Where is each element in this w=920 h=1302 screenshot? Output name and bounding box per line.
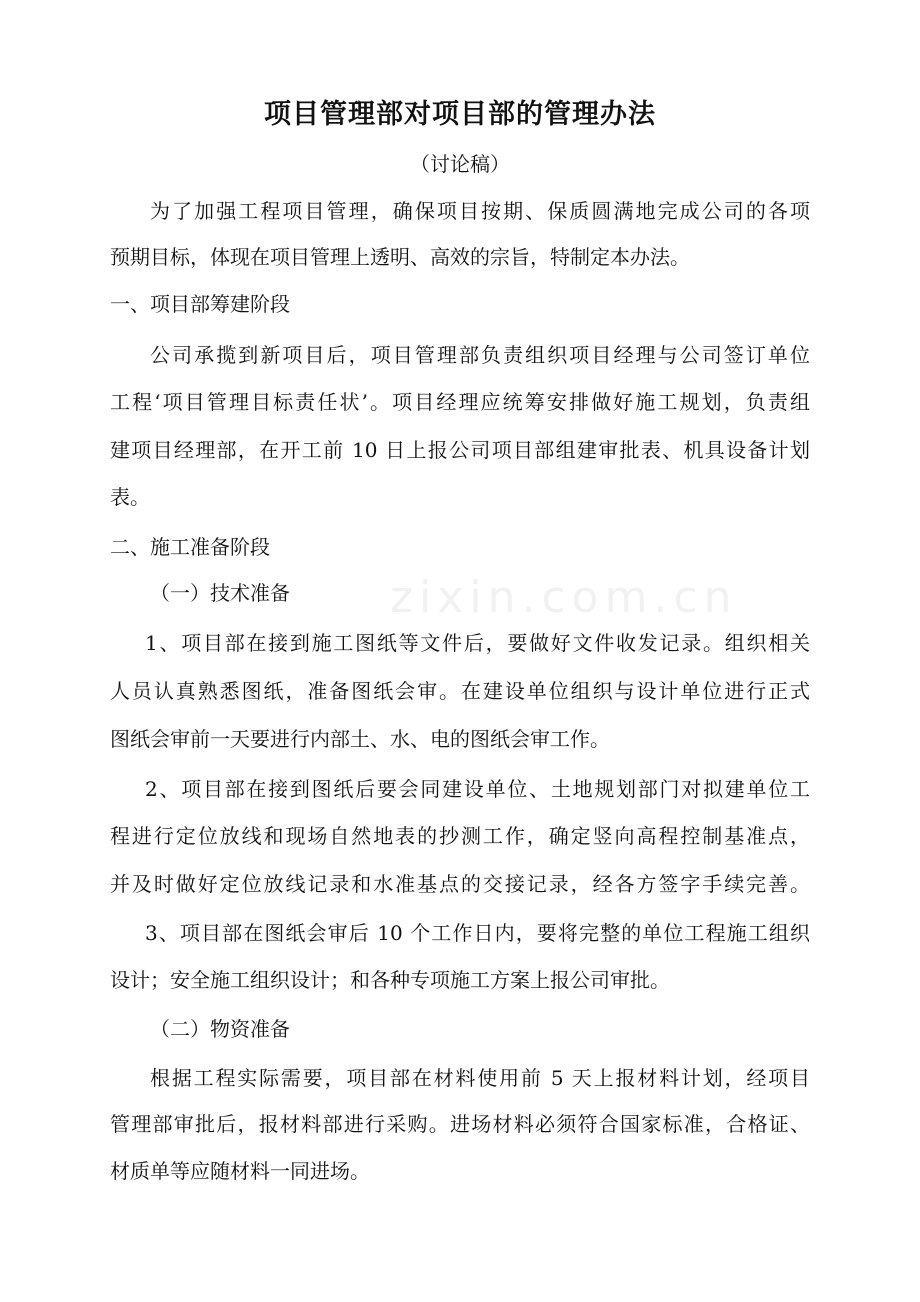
item-1-line: 图纸会审前一天要进行内部土、水、电的图纸会审工作。 bbox=[110, 727, 610, 751]
item-2-line: 并及时做好定位放线记录和水准基点的交接记录，经各方签字手续完善。 bbox=[110, 872, 810, 896]
document-title: 项目管理部对项目部的管理办法 bbox=[264, 99, 656, 130]
materials-paragraph-line: 材质单等应随材料一同进场。 bbox=[110, 1159, 370, 1183]
section-1-paragraph-line: 建项目经理部，在开工前 10 日上报公司项目部组建审批表、机具设备计划 bbox=[110, 438, 810, 462]
section-heading-2: 二、施工准备阶段 bbox=[110, 535, 270, 559]
intro-paragraph-line: 预期目标，体现在项目管理上透明、高效的宗旨，特制定本办法。 bbox=[110, 245, 690, 269]
document-subtitle: （讨论稿） bbox=[410, 152, 510, 176]
item-1-line: 1、项目部在接到施工图纸等文件后，要做好文件收发记录。组织相关 bbox=[145, 631, 810, 655]
section-1-paragraph-line: 工程‘项目管理目标责任状’。项目经理应统筹安排做好施工规划，负责组 bbox=[110, 390, 810, 414]
item-2-line: 2、项目部在接到图纸后要会同建设单位、土地规划部门对拟建单位工 bbox=[145, 777, 810, 801]
watermark: zixin.com.cn bbox=[390, 572, 738, 623]
item-2-line: 程进行定位放线和现场自然地表的抄测工作，确定竖向高程控制基准点， bbox=[110, 824, 810, 848]
section-1-paragraph-line: 表。 bbox=[110, 485, 150, 509]
item-1-line: 人员认真熟悉图纸，准备图纸会审。在建设单位组织与设计单位进行正式 bbox=[110, 679, 810, 703]
materials-paragraph-line: 根据工程实际需要，项目部在材料使用前 5 天上报材料计划，经项目 bbox=[150, 1066, 810, 1090]
intro-paragraph-line: 为了加强工程项目管理，确保项目按期、保质圆满地完成公司的各项 bbox=[150, 199, 810, 223]
item-3-line: 设计；安全施工组织设计；和各种专项施工方案上报公司审批。 bbox=[110, 968, 670, 992]
section-1-paragraph-line: 公司承揽到新项目后，项目管理部负责组织项目经理与公司签订单位 bbox=[150, 343, 810, 367]
section-heading-1: 一、项目部筹建阶段 bbox=[110, 292, 290, 316]
subsection-heading-materials: （二）物资准备 bbox=[150, 1017, 290, 1041]
subsection-heading-technical: （一）技术准备 bbox=[150, 581, 290, 605]
materials-paragraph-line: 管理部审批后，报材料部进行采购。进场材料必须符合国家标准，合格证、 bbox=[110, 1112, 810, 1136]
item-3-line: 3、项目部在图纸会审后 10 个工作日内，要将完整的单位工程施工组织 bbox=[145, 921, 810, 945]
